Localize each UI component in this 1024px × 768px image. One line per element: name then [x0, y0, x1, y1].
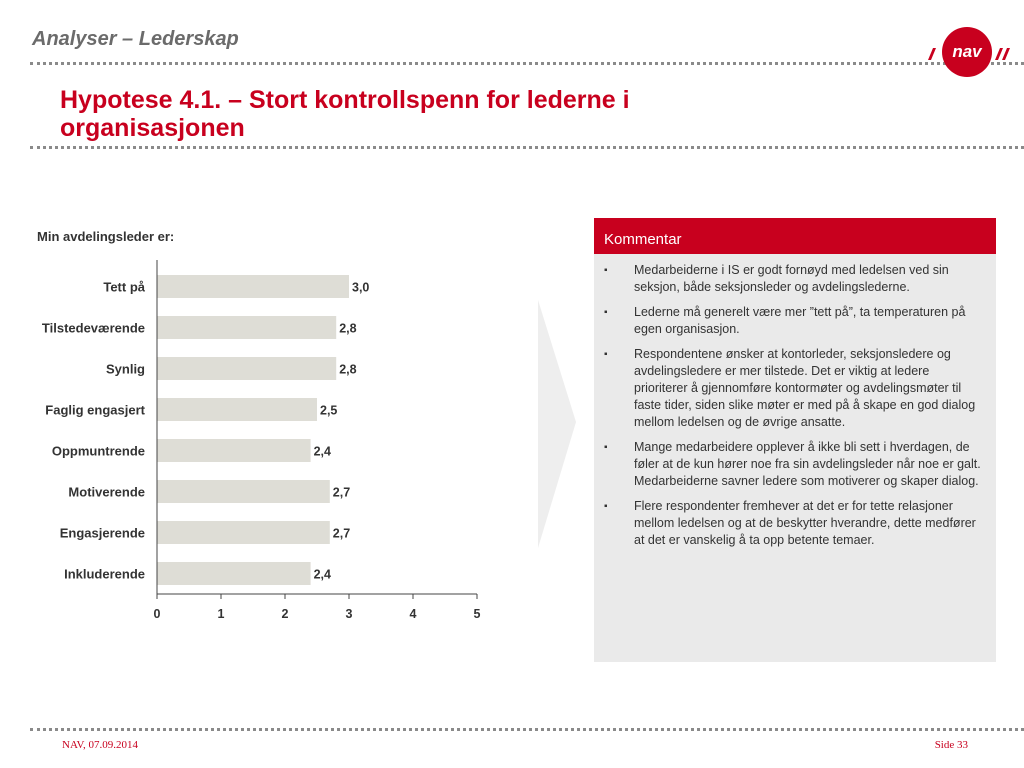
x-tick-label: 4 [409, 607, 417, 621]
x-tick-label: 1 [217, 607, 225, 621]
comment-item: ▪ Mange medarbeidere opplever å ikke bli sett i hverdagen, de føler at de kun hører noe fra sin avdelingsleder når noe er galt. Medarbeiderne savner ledere som motiverer og skaper dialog. [622, 439, 982, 490]
bar [157, 398, 317, 421]
comment-list [594, 254, 996, 549]
bar [157, 275, 349, 298]
bar [157, 562, 311, 585]
footer-divider [30, 728, 1024, 731]
value-label: 2,5 [320, 403, 338, 418]
x-tick-label: 5 [473, 607, 481, 621]
x-tick-label: 2 [281, 607, 289, 621]
category-label: Tilstedeværende [41, 320, 145, 336]
comment-item: ▪ Lederne må generelt være mer ”tett på”, ta temperaturen på egen organisasjon. [622, 304, 982, 338]
comment-header: Kommentar [594, 218, 996, 254]
bar [157, 521, 330, 544]
bar-chart [0, 250, 520, 630]
category-label: Synlig [105, 361, 145, 377]
category-label: Engasjerende [59, 525, 145, 541]
comment-item: ▪ Respondentene ønsker at kontorleder, seksjonsledere og avdelingsledere er mer tilstede. Det er viktig at ledere prioriterer å gjennomføre kontormøter og avdelingsmøter til faste tider, siden slike møter er med på å skape en god dialog mellom ledelsen og de øvrige ansatte. [622, 346, 982, 431]
footer-date: NAV, 07.09.2014 [62, 739, 138, 751]
x-tick-label: 0 [153, 607, 161, 621]
category-label: Tett på [103, 279, 145, 295]
value-label: 2,4 [313, 567, 331, 582]
value-label: 2,8 [339, 362, 357, 377]
bar [157, 357, 336, 380]
comment-item: ▪ Flere respondenter fremhever at det er for tette relasjoner mellom ledelsen og at de beskytter hverandre, dette medfører at det er vanskelig å ta opp betente temaer. [622, 498, 982, 549]
category-label: Inkluderende [64, 566, 145, 582]
top-divider [30, 62, 1024, 65]
value-label: 2,7 [332, 485, 351, 500]
title-divider [30, 146, 1024, 149]
bar [157, 439, 311, 462]
bar [157, 316, 336, 339]
category-label: Faglig engasjert [45, 402, 145, 418]
value-label: 2,4 [313, 444, 331, 459]
comment-item: ▪ Medarbeiderne i IS er godt fornøyd med ledelsen ved sin seksjon, både seksjonsleder og avdelingslederne. [622, 262, 982, 296]
page-number: Side 33 [934, 739, 968, 751]
nav-logo [922, 26, 1012, 78]
value-label: 2,7 [332, 526, 351, 541]
chart-label: Min avdelingsleder er: [37, 229, 175, 244]
arrow-chevron [538, 300, 578, 550]
comment-panel [594, 218, 996, 662]
nav-logo-text: nav [952, 42, 982, 61]
section-title: Analyser – Lederskap [32, 28, 239, 50]
page-title: Hypotese 4.1. – Stort kontrollspenn for lederne i organisasjonen [60, 86, 630, 142]
category-label: Oppmuntrende [51, 443, 145, 459]
category-label: Motiverende [68, 484, 145, 500]
value-label: 2,8 [339, 321, 357, 336]
bar [157, 480, 330, 503]
x-tick-label: 3 [345, 607, 353, 621]
value-label: 3,0 [352, 280, 370, 295]
